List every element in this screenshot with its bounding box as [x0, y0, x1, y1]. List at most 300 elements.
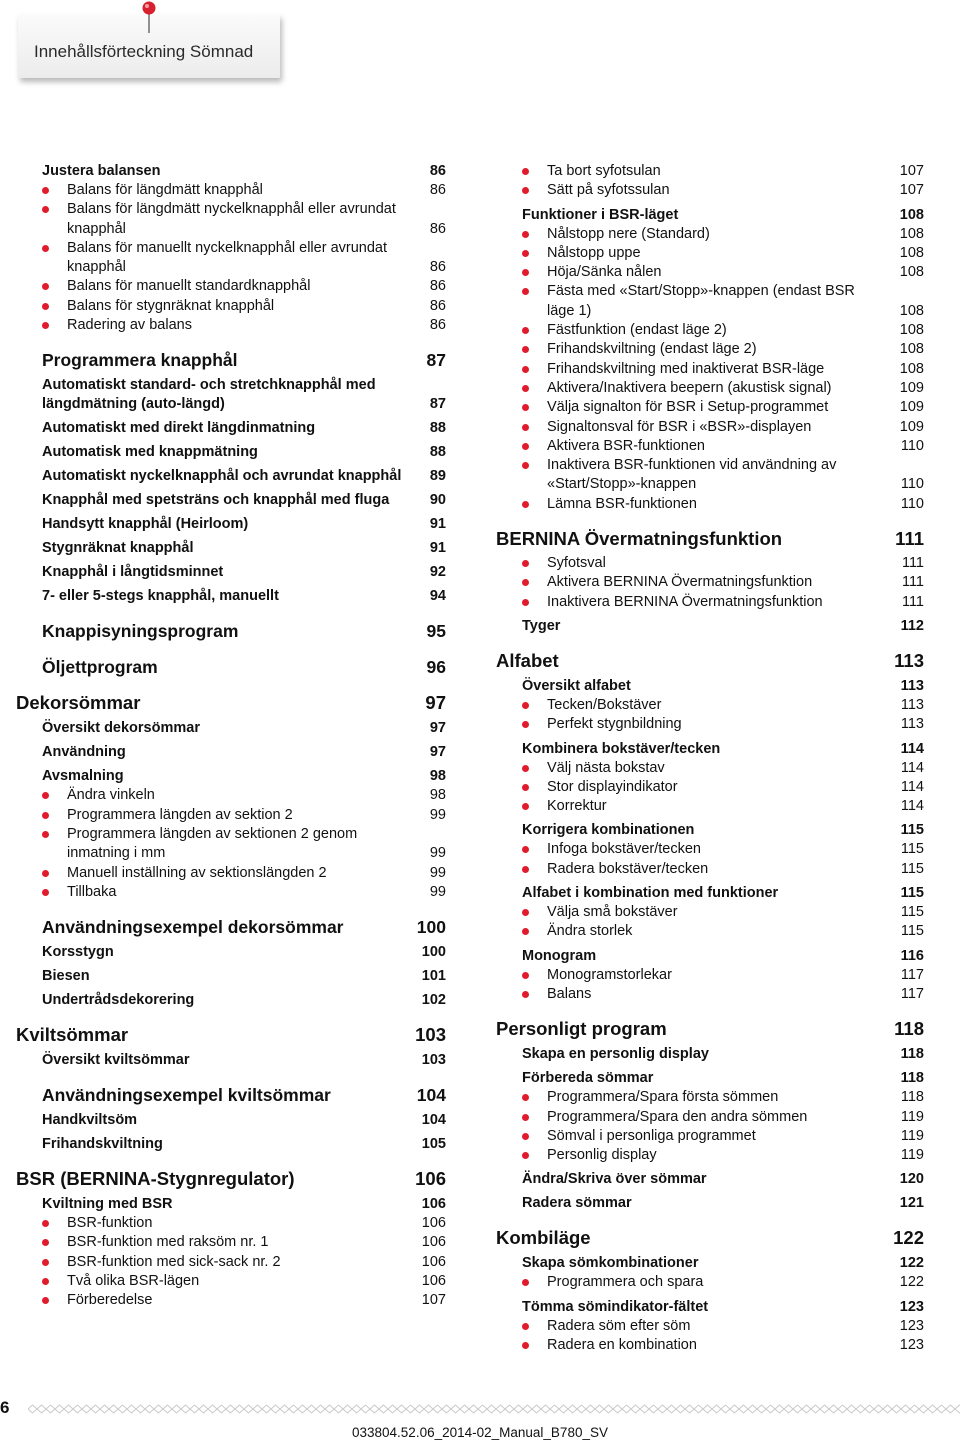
toc-right-column — [496, 162, 924, 1355]
toc-subentry[interactable] — [16, 1272, 446, 1291]
toc-entry[interactable] — [16, 943, 446, 962]
bullet-icon — [522, 327, 529, 334]
toc-page-number: 97 — [429, 744, 446, 761]
bullet-icon — [42, 303, 49, 310]
toc-subentry[interactable] — [496, 1088, 924, 1107]
toc-entry-title: Radera bokstäver/tecken — [547, 860, 709, 877]
toc-entry-title: Ändra vinkeln — [67, 787, 155, 804]
toc-entry-title: Manuell inställning av sektionslängden 2 — [67, 864, 327, 881]
document-code: 033804.52.06_2014-02_Manual_B780_SV — [352, 1425, 608, 1440]
toc-page-number: 99 — [429, 883, 446, 900]
toc-subentry[interactable] — [16, 316, 446, 335]
bullet-icon — [522, 1323, 529, 1330]
toc-subentry[interactable] — [16, 825, 446, 864]
toc-entry[interactable] — [16, 467, 446, 486]
toc-page-number: 116 — [900, 947, 924, 964]
toc-page-number: 92 — [429, 564, 446, 581]
toc-entry[interactable] — [496, 821, 924, 840]
toc-entry-title: Monogramstorlekar — [547, 966, 672, 983]
toc-entry-title: Inaktivera BERNINA Övermatningsfunktion — [547, 593, 823, 610]
toc-entry[interactable] — [16, 656, 446, 678]
toc-entry[interactable] — [16, 767, 446, 786]
toc-entry[interactable] — [496, 1170, 924, 1189]
bullet-icon — [522, 385, 529, 392]
toc-page-number: 110 — [900, 495, 924, 512]
toc-entry[interactable] — [496, 1194, 924, 1213]
toc-entry[interactable] — [496, 1069, 924, 1088]
bullet-icon — [522, 1094, 529, 1101]
toc-entry-title: Frihandskviltning — [42, 1136, 163, 1153]
toc-subentry[interactable] — [496, 1273, 924, 1292]
toc-entry-title: Radering av balans — [67, 317, 192, 334]
toc-entry[interactable] — [16, 1111, 446, 1130]
toc-subentry[interactable] — [496, 1108, 924, 1127]
toc-entry-title: Balans för manuellt nyckelknapphål eller avrundat knapphål — [67, 239, 387, 276]
toc-entry-title: Personligt program — [496, 1018, 667, 1040]
toc-entry-title: Balans för längdmätt knapphål — [67, 182, 263, 198]
bullet-icon — [522, 846, 529, 853]
toc-subentry[interactable] — [16, 1233, 446, 1252]
toc-page-number: 106 — [421, 1234, 446, 1251]
toc-entry-title: Frihandskviltning (endast läge 2) — [547, 341, 757, 358]
toc-page-number: 100 — [416, 917, 446, 938]
toc-entry-title: Avsmalning — [42, 768, 124, 785]
toc-page-number: 106 — [421, 1196, 446, 1213]
toc-subentry[interactable] — [16, 883, 446, 902]
toc-entry-title: Balans för stygnräknat knapphål — [67, 297, 275, 314]
toc-entry-title: Aktivera BSR-funktionen — [547, 437, 705, 454]
toc-page-number: 89 — [429, 468, 446, 485]
toc-page-number: 87 — [429, 396, 446, 413]
toc-subentry[interactable] — [496, 840, 924, 859]
bullet-icon — [42, 870, 49, 877]
toc-entry-title: Korrigera kombinationen — [522, 822, 695, 839]
bullet-icon — [42, 1278, 49, 1285]
toc-page-number: 108 — [899, 225, 924, 242]
toc-left-column — [16, 162, 446, 1311]
bullet-icon — [42, 831, 49, 838]
bullet-icon — [522, 1133, 529, 1140]
toc-entry-title: Perfekt stygnbildning — [547, 716, 682, 733]
toc-entry-title: Skapa sömkombinationer — [522, 1255, 699, 1272]
toc-subentry[interactable] — [496, 778, 924, 797]
toc-subentry[interactable] — [496, 437, 924, 456]
bullet-icon — [42, 322, 49, 329]
toc-entry-title: Funktioner i BSR-läget — [522, 206, 679, 223]
toc-entry-title: Balans — [547, 985, 592, 1002]
toc-subentry[interactable] — [16, 277, 446, 296]
toc-page-number: 86 — [429, 317, 446, 334]
toc-entry[interactable] — [16, 162, 446, 181]
toc-entry-title: BSR-funktion med raksöm nr. 1 — [67, 1234, 269, 1251]
toc-page-number: 87 — [426, 350, 446, 371]
bullet-icon — [522, 187, 529, 194]
toc-page-number: 118 — [894, 1018, 924, 1040]
toc-entry-title: Höja/Sänka nålen — [547, 264, 662, 281]
bullet-icon — [42, 187, 49, 194]
toc-page-number: 96 — [426, 657, 446, 678]
toc-page-number: 120 — [899, 1171, 924, 1188]
toc-entry-title: Användningsexempel kviltsömmar — [42, 1085, 331, 1106]
bullet-icon — [522, 1342, 529, 1349]
bullet-icon — [522, 404, 529, 411]
toc-entry[interactable] — [496, 617, 924, 636]
toc-entry-title: BSR (BERNINA-Stygnregulator) — [16, 1168, 295, 1190]
toc-subentry[interactable] — [496, 398, 924, 417]
toc-subentry[interactable] — [496, 162, 924, 181]
toc-page-number: 97 — [429, 720, 446, 737]
toc-entry[interactable] — [16, 743, 446, 762]
toc-subentry[interactable] — [496, 418, 924, 437]
toc-subentry[interactable] — [496, 554, 924, 573]
toc-chapter[interactable] — [16, 1168, 446, 1190]
bullet-icon — [522, 991, 529, 998]
toc-entry-title: Knapphål med spetsträns och knapphål med fluga — [42, 492, 390, 509]
toc-entry-title: Kombiläge — [496, 1227, 591, 1249]
bullet-icon — [522, 765, 529, 772]
toc-chapter[interactable] — [496, 650, 924, 672]
toc-subentry[interactable] — [496, 797, 924, 816]
toc-entry-title: Programmera/Spara den andra sömmen — [547, 1108, 808, 1125]
toc-subentry[interactable] — [16, 1291, 446, 1310]
toc-entry-title: Kviltsömmar — [16, 1024, 129, 1046]
toc-subentry[interactable] — [16, 200, 446, 239]
toc-page-number: 91 — [429, 540, 446, 557]
bullet-icon — [522, 909, 529, 916]
toc-entry[interactable] — [496, 1254, 924, 1273]
toc-subentry[interactable] — [16, 239, 446, 278]
toc-entry-title: Undertrådsdekorering — [42, 992, 195, 1009]
bullet-icon — [522, 168, 529, 175]
toc-page-number: 86 — [429, 163, 446, 179]
toc-subentry[interactable] — [496, 1336, 924, 1355]
toc-page-number: 106 — [421, 1215, 446, 1232]
toc-subentry[interactable] — [16, 297, 446, 316]
toc-entry-title: Balans för längdmätt nyckelknapphål eller avrundat knapphål — [67, 201, 396, 237]
toc-page-number: 94 — [429, 588, 446, 605]
toc-entry[interactable] — [16, 967, 446, 986]
bullet-icon — [522, 866, 529, 873]
bullet-icon — [522, 1114, 529, 1121]
bullet-icon — [522, 702, 529, 709]
toc-subentry[interactable] — [496, 985, 924, 1004]
toc-entry-title: BSR-funktion — [67, 1215, 153, 1232]
bullet-icon — [42, 1239, 49, 1246]
toc-page-number: 99 — [429, 864, 446, 881]
toc-subentry[interactable] — [496, 225, 924, 244]
toc-subentry[interactable] — [496, 321, 924, 340]
toc-entry-title: BERNINA Övermatningsfunktion — [496, 528, 783, 550]
toc-page-number: 117 — [900, 985, 924, 1002]
toc-subentry[interactable] — [496, 696, 924, 715]
toc-entry-title: BSR-funktion med sick-sack nr. 2 — [67, 1253, 281, 1270]
toc-subentry[interactable] — [496, 379, 924, 398]
toc-entry[interactable] — [16, 349, 446, 371]
toc-page-number: 108 — [899, 206, 924, 223]
toc-entry-title: Monogram — [522, 947, 597, 964]
toc-page-number: 106 — [415, 1168, 446, 1190]
toc-entry-title: Skapa en personlig display — [522, 1046, 709, 1063]
toc-subentry[interactable] — [16, 786, 446, 805]
toc-subentry[interactable] — [496, 244, 924, 263]
toc-entry-title: Biesen — [42, 968, 90, 985]
toc-entry-title: Aktivera BERNINA Övermatningsfunktion — [547, 574, 813, 591]
toc-entry-title: Stor displayindikator — [547, 778, 678, 795]
toc-subentry[interactable] — [496, 573, 924, 592]
toc-entry-title: Fästa med «Start/Stopp»-knappen (endast BSR läge 1) — [547, 283, 855, 319]
bullet-icon — [522, 424, 529, 431]
toc-subentry[interactable] — [496, 495, 924, 514]
toc-entry-title: Programmera och spara — [547, 1274, 704, 1291]
toc-page-number: 110 — [900, 476, 924, 493]
toc-page-number: 122 — [899, 1255, 924, 1272]
toc-page-number: 115 — [900, 885, 924, 902]
toc-page-number: 114 — [900, 759, 924, 776]
toc-page-number: 97 — [425, 692, 446, 714]
toc-subentry[interactable] — [16, 181, 446, 200]
toc-page-number: 123 — [899, 1298, 924, 1315]
toc-page-number: 113 — [900, 696, 924, 713]
toc-entry-title: Radera sömmar — [522, 1195, 632, 1212]
toc-page-number: 102 — [421, 992, 446, 1009]
toc-entry-title: Sömval i personliga programmet — [547, 1127, 756, 1144]
toc-subentry[interactable] — [16, 1253, 446, 1272]
toc-page-number: 111 — [895, 528, 924, 550]
toc-page-number: 115 — [900, 904, 924, 921]
toc-page-number: 86 — [429, 278, 446, 295]
toc-subentry[interactable] — [496, 340, 924, 359]
toc-page-number: 123 — [899, 1317, 924, 1334]
bullet-icon — [522, 231, 529, 238]
bullet-icon — [522, 250, 529, 257]
toc-page-number: 111 — [901, 593, 924, 610]
bullet-icon — [522, 579, 529, 586]
toc-entry-title: Programmera längden av sektion 2 — [67, 806, 293, 823]
toc-entry-title: Inaktivera BSR-funktionen vid användning av «Start/Stopp»-knappen — [547, 457, 837, 493]
bullet-icon — [42, 1297, 49, 1304]
toc-entry-title: Användning — [42, 744, 126, 761]
toc-page-number: 109 — [899, 399, 924, 416]
toc-subentry[interactable] — [496, 860, 924, 879]
toc-entry-title: Tömma sömindikator-fältet — [522, 1298, 709, 1315]
toc-subentry[interactable] — [496, 593, 924, 612]
toc-page-number: 86 — [429, 220, 446, 237]
page-number: 6 — [0, 1398, 10, 1417]
toc-entry[interactable] — [16, 443, 446, 462]
toc-entry-title: Alfabet i kombination med funktioner — [522, 885, 779, 902]
toc-entry[interactable] — [16, 719, 446, 738]
toc-entry[interactable] — [16, 491, 446, 510]
toc-subentry[interactable] — [16, 1214, 446, 1233]
toc-page-number: 103 — [415, 1024, 446, 1046]
toc-page-number: 104 — [421, 1112, 446, 1129]
toc-entry-title: Tyger — [522, 617, 561, 634]
toc-page-number: 122 — [893, 1227, 924, 1249]
toc-page-number: 108 — [899, 302, 924, 319]
footer-ornament — [28, 1404, 960, 1414]
toc-entry[interactable] — [16, 376, 446, 414]
bullet-icon — [522, 972, 529, 979]
toc-subentry[interactable] — [16, 806, 446, 825]
toc-page-number: 88 — [429, 444, 446, 461]
toc-page-number: 117 — [900, 966, 924, 983]
toc-page-number: 114 — [900, 798, 924, 815]
toc-entry-title: Kombinera bokstäver/tecken — [522, 740, 721, 757]
toc-subentry[interactable] — [496, 1317, 924, 1336]
toc-entry[interactable] — [496, 1045, 924, 1064]
toc-page-number: 106 — [421, 1273, 446, 1290]
toc-entry[interactable] — [16, 587, 446, 606]
toc-entry[interactable] — [16, 419, 446, 438]
bullet-icon — [42, 1259, 49, 1266]
toc-entry-title: Stygnräknat knapphål — [42, 540, 194, 557]
toc-entry-title: Frihandskviltning med inaktiverat BSR-läge — [547, 360, 825, 377]
pushpin-icon — [141, 0, 157, 34]
toc-entry-title: Tillbaka — [67, 883, 117, 900]
toc-entry-title: Översikt kviltsömmar — [42, 1052, 190, 1069]
toc-subentry[interactable] — [496, 181, 924, 200]
toc-subentry[interactable] — [496, 759, 924, 778]
toc-entry-title: Programmera knapphål — [42, 350, 238, 371]
toc-page-number: 108 — [899, 322, 924, 339]
toc-page-number: 114 — [900, 740, 924, 757]
toc-subentry[interactable] — [496, 282, 924, 321]
toc-page-number: 91 — [429, 516, 446, 533]
toc-page-number: 107 — [421, 1292, 446, 1309]
toc-entry-title: Syfotsval — [547, 555, 606, 572]
toc-entry-title: Kviltning med BSR — [42, 1196, 173, 1213]
toc-subentry[interactable] — [496, 360, 924, 379]
toc-subentry[interactable] — [496, 903, 924, 922]
toc-entry[interactable] — [496, 206, 924, 225]
toc-entry[interactable] — [496, 677, 924, 696]
toc-entry-title: Alfabet — [496, 649, 559, 671]
toc-page-number: 118 — [900, 1070, 924, 1087]
toc-entry-title: Korsstygn — [42, 944, 114, 961]
toc-chapter[interactable] — [16, 1024, 446, 1046]
toc-entry-title: Nålstopp nere (Standard) — [547, 225, 710, 242]
toc-chapter[interactable] — [496, 528, 924, 550]
toc-page-number: 98 — [429, 768, 446, 785]
bullet-icon — [522, 599, 529, 606]
toc-chapter[interactable] — [496, 1227, 924, 1249]
bullet-icon — [522, 1279, 529, 1286]
toc-entry-title: Nålstopp uppe — [547, 244, 641, 261]
toc-entry-title: Översikt alfabet — [522, 677, 631, 694]
toc-page-number: 101 — [421, 968, 446, 985]
toc-page-number: 90 — [429, 492, 446, 509]
toc-entry[interactable] — [496, 740, 924, 759]
toc-entry-title: Signaltonsval för BSR i «BSR»-displayen — [547, 418, 812, 435]
toc-entry-title: Välja små bokstäver — [547, 904, 678, 921]
toc-subentry[interactable] — [496, 263, 924, 282]
toc-entry[interactable] — [16, 539, 446, 558]
toc-subentry[interactable] — [496, 922, 924, 941]
toc-subentry[interactable] — [496, 456, 924, 495]
toc-entry-title: Programmera/Spara första sömmen — [547, 1089, 779, 1106]
toc-page-number: 115 — [900, 822, 924, 839]
bullet-icon — [42, 812, 49, 819]
toc-subentry[interactable] — [496, 1146, 924, 1165]
toc-entry[interactable] — [16, 991, 446, 1010]
toc-entry[interactable] — [16, 620, 446, 642]
toc-page-number: 115 — [900, 841, 924, 858]
toc-entry[interactable] — [16, 1051, 446, 1070]
toc-entry-title: Användningsexempel dekorsömmar — [42, 917, 344, 938]
toc-entry[interactable] — [16, 515, 446, 534]
toc-page-number: 86 — [429, 297, 446, 314]
toc-page-number: 114 — [900, 778, 924, 795]
toc-entry[interactable] — [16, 1195, 446, 1214]
toc-entry[interactable] — [16, 563, 446, 582]
toc-chapter[interactable] — [496, 1018, 924, 1040]
toc-entry-title: Automatiskt standard- och stretchknapphål med längdmätning (auto-längd) — [42, 377, 376, 413]
toc-subentry[interactable] — [496, 1127, 924, 1146]
toc-entry[interactable] — [16, 916, 446, 938]
toc-subentry[interactable] — [496, 715, 924, 734]
toc-subentry[interactable] — [496, 966, 924, 985]
toc-entry-title: Korrektur — [547, 798, 607, 815]
toc-entry[interactable] — [496, 1298, 924, 1317]
toc-entry-title: Välja signalton för BSR i Setup-programmet — [547, 399, 829, 416]
toc-page-number: 100 — [421, 944, 446, 961]
toc-chapter[interactable] — [16, 692, 446, 714]
toc-page-number: 99 — [429, 845, 446, 862]
bullet-icon — [42, 206, 49, 213]
toc-page-number: 86 — [429, 182, 446, 198]
toc-entry-title: Öljettprogram — [42, 657, 158, 678]
toc-page-number: 107 — [899, 182, 924, 199]
toc-page-number: 99 — [429, 806, 446, 823]
toc-page-number: 113 — [900, 716, 924, 733]
toc-page-number: 111 — [901, 555, 924, 572]
toc-page-number: 123 — [899, 1336, 924, 1353]
toc-entry-title: Förbereda sömmar — [522, 1070, 654, 1087]
toc-entry-title: Knappisyningsprogram — [42, 621, 239, 642]
toc-entry[interactable] — [496, 884, 924, 903]
bullet-icon — [522, 288, 529, 295]
toc-page-number: 112 — [900, 617, 924, 634]
toc-subentry[interactable] — [16, 864, 446, 883]
toc-page-number: 119 — [900, 1147, 924, 1164]
bullet-icon — [42, 792, 49, 799]
bullet-icon — [522, 721, 529, 728]
toc-entry-title: Tecken/Bokstäver — [547, 696, 662, 713]
toc-page-number: 108 — [899, 264, 924, 281]
toc-entry-title: Fästfunktion (endast läge 2) — [547, 322, 727, 339]
toc-page-number: 121 — [899, 1195, 924, 1212]
bullet-icon — [522, 269, 529, 276]
bullet-icon — [522, 560, 529, 567]
toc-entry-title: Programmera längden av sektionen 2 genom inmatning i mm — [67, 825, 358, 862]
toc-page-number: 107 — [899, 163, 924, 179]
toc-entry-title: Personlig display — [547, 1147, 657, 1164]
toc-entry[interactable] — [496, 947, 924, 966]
toc-entry-title: Aktivera/Inaktivera beepern (akustisk signal) — [547, 379, 832, 396]
bullet-icon — [42, 245, 49, 252]
toc-entry-title: Ta bort syfotsulan — [547, 163, 661, 179]
toc-entry[interactable] — [16, 1084, 446, 1106]
toc-page-number: 88 — [429, 420, 446, 437]
toc-entry-title: Automatiskt med direkt längdinmatning — [42, 420, 316, 437]
toc-entry-title: 7- eller 5-stegs knapphål, manuellt — [42, 588, 279, 605]
toc-entry[interactable] — [16, 1135, 446, 1154]
toc-entry-title: Ändra/Skriva över sömmar — [522, 1171, 707, 1188]
toc-page-number: 110 — [900, 437, 924, 454]
toc-entry-title: Handsytt knapphål (Heirloom) — [42, 516, 249, 533]
toc-page-number: 113 — [900, 677, 924, 694]
bullet-icon — [522, 803, 529, 810]
